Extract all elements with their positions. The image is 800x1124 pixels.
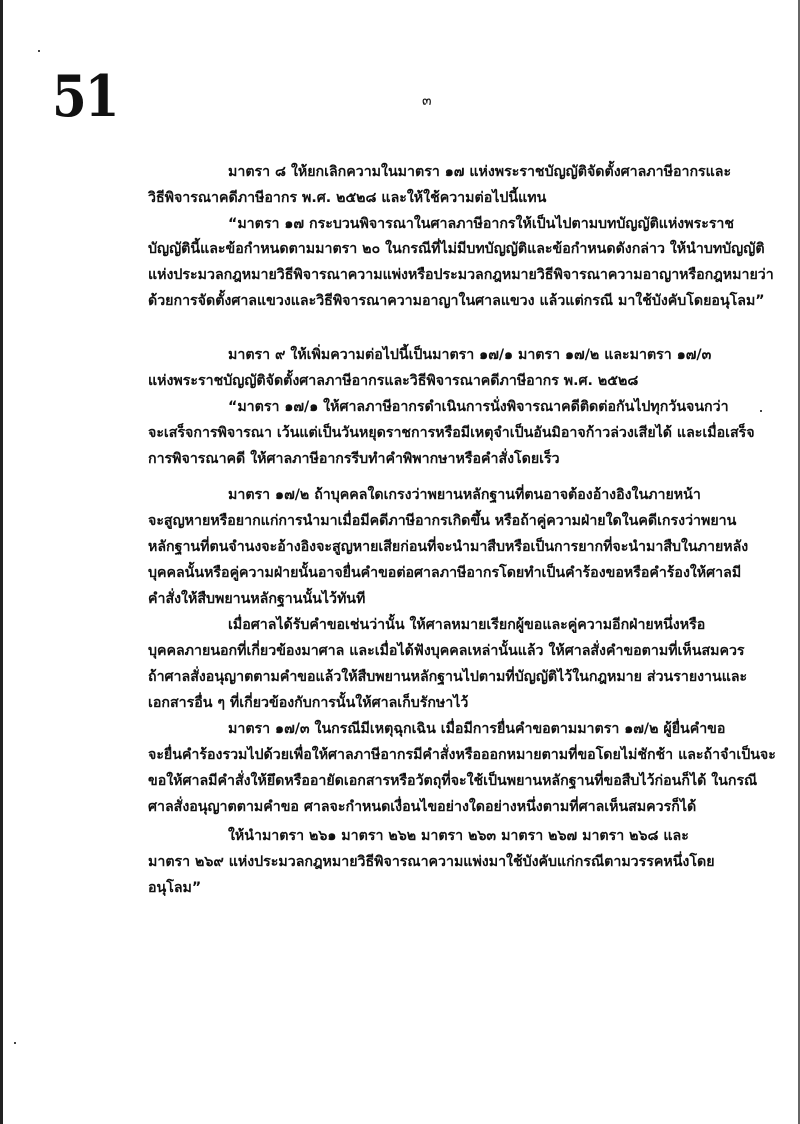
text-line: มาตรา ๙ ให้เพิ่มความต่อไปนี้เป็นมาตรา ๑๗/๑ มาตรา ๑๗/๒ และมาตรา ๑๗/๓: [228, 347, 712, 363]
text-line: ศาลสั่งอนุญาตตามคำขอ ศาลจะกำหนดเงื่อนไขอย่างใดอย่างหนึ่งตามที่ศาลเห็นสมควรก็ได้: [148, 799, 697, 815]
text-line: บุคคลภายนอกที่เกี่ยวข้องมาศาล และเมื่อได้ฟังบุคคลเหล่านั้นแล้ว ให้ศาลสั่งคำขอตามที่เห็นสมควร: [148, 643, 745, 659]
text-line: แห่งประมวลกฎหมายวิธีพิจารณาความแพ่งหรือประมวลกฎหมายวิธีพิจารณาความอาญาหรือกฎหมายว่า: [148, 267, 774, 283]
text-line: จะยื่นคำร้องรวมไปด้วยเพื่อให้ศาลภาษีอากรมีคำสั่งหรือออกหมายตามที่ขอโดยไม่ชักช้า และถ้าจำเป็นจะ: [148, 747, 776, 763]
text-line: ให้นำมาตรา ๒๖๑ มาตรา ๒๖๒ มาตรา ๒๖๓ มาตรา ๒๖๗ มาตรา ๒๖๘ และ: [228, 828, 689, 844]
scan-speck: [760, 410, 762, 412]
text-line: มาตรา ๑๗/๓ ในกรณีมีเหตุฉุกเฉิน เมื่อมีการยื่นคำขอตามมาตรา ๑๗/๒ ผู้ยื่นคำขอ: [228, 721, 726, 737]
text-line: ถ้าศาลสั่งอนุญาตตามคำขอแล้วให้สืบพยานหลักฐานไปตามที่บัญญัติไว้ในกฎหมาย ส่วนรายงานและ: [148, 669, 748, 685]
text-line: มาตรา ๒๖๙ แห่งประมวลกฎหมายวิธีพิจารณาความแพ่งมาใช้บังคับแก่กรณีตามวรรคหนึ่งโดย: [148, 854, 715, 870]
text-line: “มาตรา ๑๗/๑ ให้ศาลภาษีอากรดำเนินการนั่งพิจารณาคดีติดต่อกันไปทุกวันจนกว่า: [228, 399, 729, 415]
text-line: เอกสารอื่น ๆ ที่เกี่ยวข้องกับการนั้นให้ศาลเก็บรักษาไว้: [148, 695, 469, 711]
text-line: “มาตรา ๑๗ กระบวนพิจารณาในศาลภาษีอากรให้เป็นไปตามบทบัญญัติแห่งพระราช: [228, 216, 735, 232]
text-line: ขอให้ศาลมีคำสั่งให้ยึดหรืออายัดเอกสารหรือวัตถุที่จะใช้เป็นพยานหลักฐานที่ขอสืบไว้ก่อนก็ได้ ในกรณี: [148, 773, 758, 789]
scan-speck: [14, 1042, 16, 1044]
text-line: มาตรา ๑๗/๒ ถ้าบุคคลใดเกรงว่าพยานหลักฐานที่ตนอาจต้องอ้างอิงในภายหน้า: [228, 487, 701, 503]
text-line: อนุโลม”: [148, 880, 202, 896]
text-line: วิธีพิจารณาคดีภาษีอากร พ.ศ. ๒๕๒๘ และให้ใช้ความต่อไปนี้แทน: [148, 190, 547, 206]
text-line: หลักฐานที่ตนจำนงจะอ้างอิงจะสูญหายเสียก่อนที่จะนำมาสืบหรือเป็นการยากที่จะนำมาสืบในภายหลัง: [148, 539, 749, 555]
handwritten-page-mark: 51: [52, 62, 118, 130]
text-line: ด้วยการจัดตั้งศาลแขวงและวิธีพิจารณาความอาญาในศาลแขวง แล้วแต่กรณี มาใช้บังคับโดยอนุโลม”: [148, 293, 765, 309]
text-line: มาตรา ๘ ให้ยกเลิกความในมาตรา ๑๗ แห่งพระราชบัญญัติจัดตั้งศาลภาษีอากรและ: [228, 164, 732, 180]
text-line: เมื่อศาลได้รับคำขอเช่นว่านั้น ให้ศาลหมายเรียกผู้ขอและคู่ความอีกฝ่ายหนึ่งหรือ: [228, 617, 706, 633]
text-line: คำสั่งให้สืบพยานหลักฐานนั้นไว้ทันที: [148, 591, 366, 607]
text-line: บัญญัตินี้และข้อกำหนดตามมาตรา ๒๐ ในกรณีที่ไม่มีบทบัญญัติและข้อกำหนดดังกล่าว ให้นำบทบัญญัติ: [148, 241, 765, 257]
text-line: การพิจารณาคดี ให้ศาลภาษีอากรรีบทำคำพิพากษาหรือคำสั่งโดยเร็ว: [148, 451, 560, 467]
text-line: แห่งพระราชบัญญัติจัดตั้งศาลภาษีอากรและวิธีพิจารณาคดีภาษีอากร พ.ศ. ๒๕๒๘: [148, 373, 639, 389]
text-line: จะสูญหายหรือยากแก่การนำมาเมื่อมีคดีภาษีอากรเกิดขึ้น หรือถ้าคู่ความฝ่ายใดในคดีเกรงว่าพยาน: [148, 513, 737, 529]
scan-left-edge: [0, 0, 3, 1124]
page-number: ๓: [422, 93, 432, 109]
text-line: บุคคลนั้นหรือคู่ความฝ่ายนั้นอาจยื่นคำขอต่อศาลภาษีอากรโดยทำเป็นคำร้องขอหรือคำร้องให้ศาลมี: [148, 565, 742, 581]
text-line: จะเสร็จการพิจารณา เว้นแต่เป็นวันหยุดราชการหรือมีเหตุจำเป็นอันมิอาจก้าวล่วงเสียได้ และเมื่อเสร็จ: [148, 425, 755, 441]
scan-speck: [38, 50, 40, 52]
